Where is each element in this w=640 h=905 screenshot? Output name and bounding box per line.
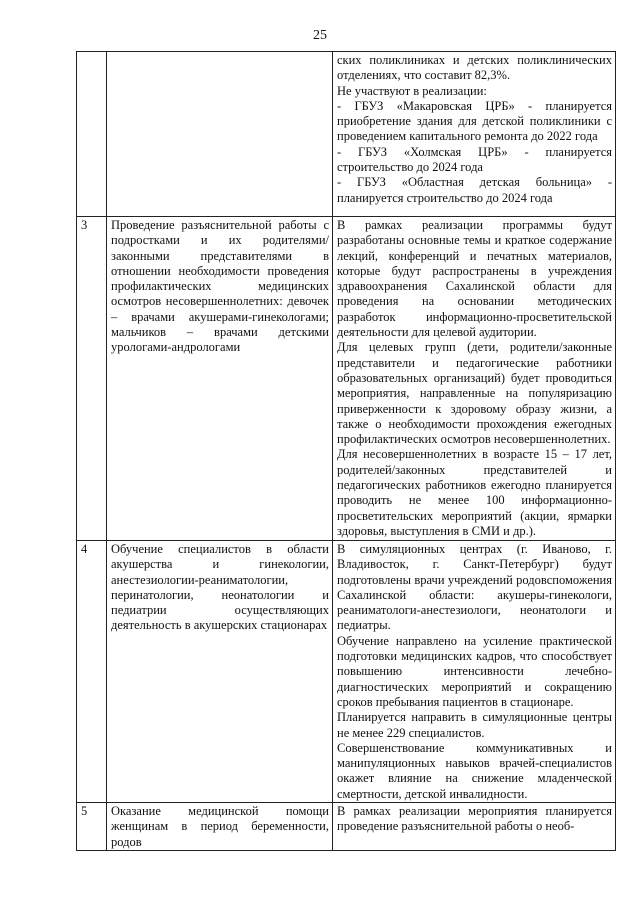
row-number (77, 52, 107, 217)
description-paragraph: Для несовершеннолетних в возрасте 15 – 17 лет, родителей/законных представителей и педагогических работников ежегодно планируется проводить не менее 100 информационно-просветительских мероприятий (акции, ярмарки здоровья, выступления в СМИ и др.). (337, 447, 612, 538)
description-paragraph: Планируется направить в симуляционные центры не менее 229 специалистов. (337, 710, 612, 740)
description-paragraph: - ГБУЗ «Холмская ЦРБ» - планируется строительство до 2024 года (337, 144, 612, 175)
description-paragraph: Совершенствование коммуникативных и манипуляционных навыков врачей-специалистов окажет влияние на снижение младенческой смертности, детской инвалидности. (337, 740, 612, 801)
measure-description (333, 52, 616, 217)
description-paragraph: Обучение направлено на усиление практической подготовки медицинских кадров, что способствует повышению интенсивности лечебно-диагностических мероприятий и сокращению сроков пребывания пациентов в стационаре. (337, 633, 612, 709)
description-paragraph: ских поликлиниках и детских поликлинических отделениях, что составит 82,3%. (337, 53, 612, 83)
row-number: 3 (77, 217, 107, 541)
description-paragraph: Не участвуют в реализации: (337, 83, 487, 98)
description-paragraph: Для целевых групп (дети, родители/законные представители и педагогические работники образовательных организаций) будет проводиться мероприятия, направленные на популяризацию приверженности к здоровому образу жизни, а также о необходимости прохождения ежегодных профилактических осмотров несовершеннолетних. (337, 340, 612, 447)
measure-title: Обучение специалистов в области акушерства и гинекологии, анестезиологии-реаниматологии, перинатологии, неонатологии и педиатрии осуществляющих деятельность в акушерских стационарах (107, 541, 333, 803)
description-paragraph: В рамках реализации программы будут разработаны основные темы и краткое содержание лекций, конференций и печатных материалов, которые будут распространены в учреждения здравоохранения Сахалинской области для проведения на основании методических разработок информационно-просветительской деятельности для целевой аудитории. (337, 218, 612, 340)
table-row (77, 217, 616, 541)
description-paragraph: В симуляционных центрах (г. Иваново, г. Владивосток, г. Санкт-Петербург) будут подготовлены врачи учреждений родовспоможения Сахалинской области: акушеры-гинекологи, реаниматологи-анестезиологи, неонатологи и педиатры. (337, 542, 612, 633)
row-number: 4 (77, 541, 107, 803)
measure-title: Оказание медицинской помощи женщинам в период беременности, родов (107, 803, 333, 851)
page-number: 25 (313, 28, 327, 43)
measure-description (333, 541, 616, 803)
measure-title (107, 52, 333, 217)
measure-description (333, 803, 616, 851)
table-row (77, 803, 616, 851)
measures-table (76, 51, 616, 851)
measure-description (333, 217, 616, 541)
row-number: 5 (77, 803, 107, 851)
measure-title: Проведение разъяснительной работы с подростками и их родителями/законными представителями в отношении необходимости проведения профилактических медицинских осмотров несовершеннолетних: девочек – врачами акушерами-гинекологами; мальчиков – врачами детскими урологами-андрологами (107, 217, 333, 541)
description-paragraph: - ГБУЗ «Областная детская больница» - планируется строительство до 2024 года (337, 175, 612, 205)
table-row (77, 541, 616, 803)
description-paragraph: В рамках реализации мероприятия планируется проведение разъяснительной работы о необ- (337, 804, 612, 834)
description-paragraph: - ГБУЗ «Макаровская ЦРБ» - планируется приобретение здания для детской поликлиники с проведением капитального ремонта до 2022 года (337, 98, 612, 144)
table-row (77, 52, 616, 217)
